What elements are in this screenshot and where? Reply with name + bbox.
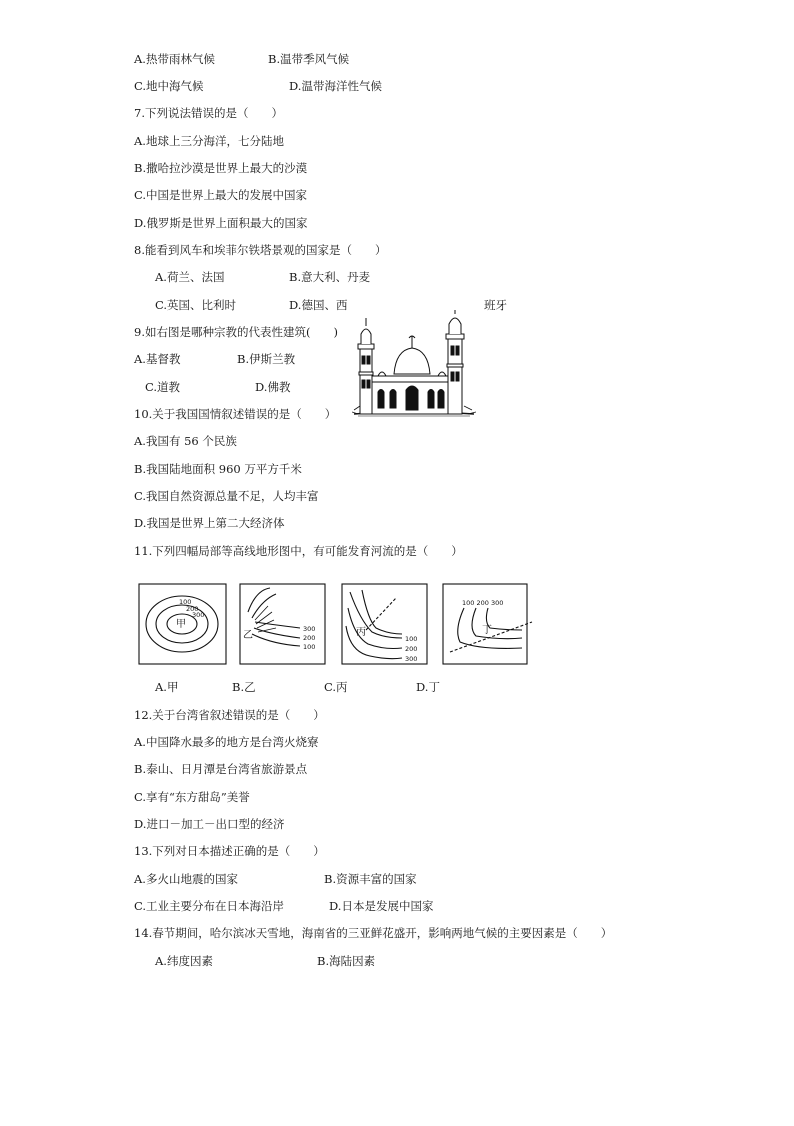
q8-option-c: C.英国、比利时 xyxy=(155,298,237,312)
q6-option-d: D.温带海洋性气候 xyxy=(289,79,382,93)
q8-option-a: A.荷兰、法国 xyxy=(155,270,225,284)
q14-stem: 14.春节期间，哈尔滨冰天雪地，海南省的三亚鲜花盛开，影响两地气候的主要因素是（ ） xyxy=(134,926,613,940)
q8-option-b: B.意大利、丹麦 xyxy=(289,270,371,284)
q13-option-a: A.多火山地震的国家 xyxy=(134,872,238,886)
q7-option-b: B.撒哈拉沙漠是世界上最大的沙漠 xyxy=(134,161,308,175)
q9-option-d: D.佛教 xyxy=(255,380,291,394)
map-bing-label: 丙 xyxy=(356,627,366,638)
q8-option-d-continued: 班牙 xyxy=(484,298,507,312)
q14-option-a: A.纬度因素 xyxy=(155,954,213,968)
q8-option-d: D.德国、西 xyxy=(289,298,348,312)
map-ding-label: 丁 xyxy=(482,625,492,636)
q6-option-c: C.地中海气候 xyxy=(134,79,204,93)
contour-map-jia xyxy=(139,584,226,664)
q6-option-b: B.温带季风气候 xyxy=(268,52,350,66)
map-yi-label-100: 100 xyxy=(303,643,316,651)
q13-option-c: C.工业主要分布在日本海沿岸 xyxy=(134,899,285,913)
q11-option-b: B.乙 xyxy=(232,680,256,694)
q7-option-d: D.俄罗斯是世界上面积最大的国家 xyxy=(134,216,308,230)
contour-map-yi xyxy=(240,584,325,664)
q7-stem: 7.下列说法错误的是（ ） xyxy=(134,106,283,120)
q11-option-d: D.丁 xyxy=(416,680,440,694)
map-jia-label-100: 100 xyxy=(179,598,192,606)
q9-option-b: B.伊斯兰教 xyxy=(237,352,296,366)
q12-stem: 12.关于台湾省叙述错误的是（ ） xyxy=(134,708,325,722)
q12-option-d: D.进口－加工－出口型的经济 xyxy=(134,817,285,831)
map-ding-label-contours: 100 200 300 xyxy=(462,599,504,607)
q11-option-c: C.丙 xyxy=(324,680,348,694)
map-yi-label-300: 300 xyxy=(303,625,316,633)
q9-option-a: A.基督教 xyxy=(134,352,181,366)
q8-stem: 8.能看到风车和埃菲尔铁塔景观的国家是（ ） xyxy=(134,243,387,257)
q10-option-a: A.我国有 56 个民族 xyxy=(134,434,237,448)
contour-map-bing xyxy=(342,584,427,664)
q13-option-d: D.日本是发展中国家 xyxy=(329,899,434,913)
q12-option-a: A.中国降水最多的地方是台湾火烧寮 xyxy=(134,735,319,749)
map-yi-label: 乙 xyxy=(243,630,253,641)
q10-option-c: C.我国自然资源总量不足，人均丰富 xyxy=(134,489,319,503)
q12-option-b: B.泰山、日月潭是台湾省旅游景点 xyxy=(134,762,308,776)
q7-option-a: A.地球上三分海洋，七分陆地 xyxy=(134,134,284,148)
q9-stem: 9.如右图是哪种宗教的代表性建筑( ) xyxy=(134,325,338,339)
q13-stem: 13.下列对日本描述正确的是（ ） xyxy=(134,844,325,858)
q6-option-a: A.热带雨林气候 xyxy=(134,52,215,66)
q10-option-d: D.我国是世界上第二大经济体 xyxy=(134,516,285,530)
q7-option-c: C.中国是世界上最大的发展中国家 xyxy=(134,188,308,202)
map-jia-label: 甲 xyxy=(176,619,186,630)
map-jia-label-300: 300 xyxy=(192,611,205,619)
map-bing-label-200: 200 xyxy=(405,645,418,653)
q9-option-c: C.道教 xyxy=(145,380,181,394)
q11-option-a: A.甲 xyxy=(155,680,179,694)
q14-option-b: B.海陆因素 xyxy=(317,954,376,968)
q10-option-b: B.我国陆地面积 960 万平方千米 xyxy=(134,462,302,476)
map-bing-label-300: 300 xyxy=(405,655,418,663)
contour-map-ding xyxy=(443,584,532,664)
q11-stem: 11.下列四幅局部等高线地形图中，有可能发育河流的是（ ） xyxy=(134,544,463,558)
map-jia-label-200: 200 xyxy=(186,605,199,613)
q12-option-c: C.享有“东方甜岛”美誉 xyxy=(134,790,250,804)
q10-stem: 10.关于我国国情叙述错误的是（ ） xyxy=(134,407,337,421)
map-yi-label-200: 200 xyxy=(303,634,316,642)
q13-option-b: B.资源丰富的国家 xyxy=(324,872,417,886)
mosque-illustration xyxy=(352,310,476,418)
map-bing-label-100: 100 xyxy=(405,635,418,643)
